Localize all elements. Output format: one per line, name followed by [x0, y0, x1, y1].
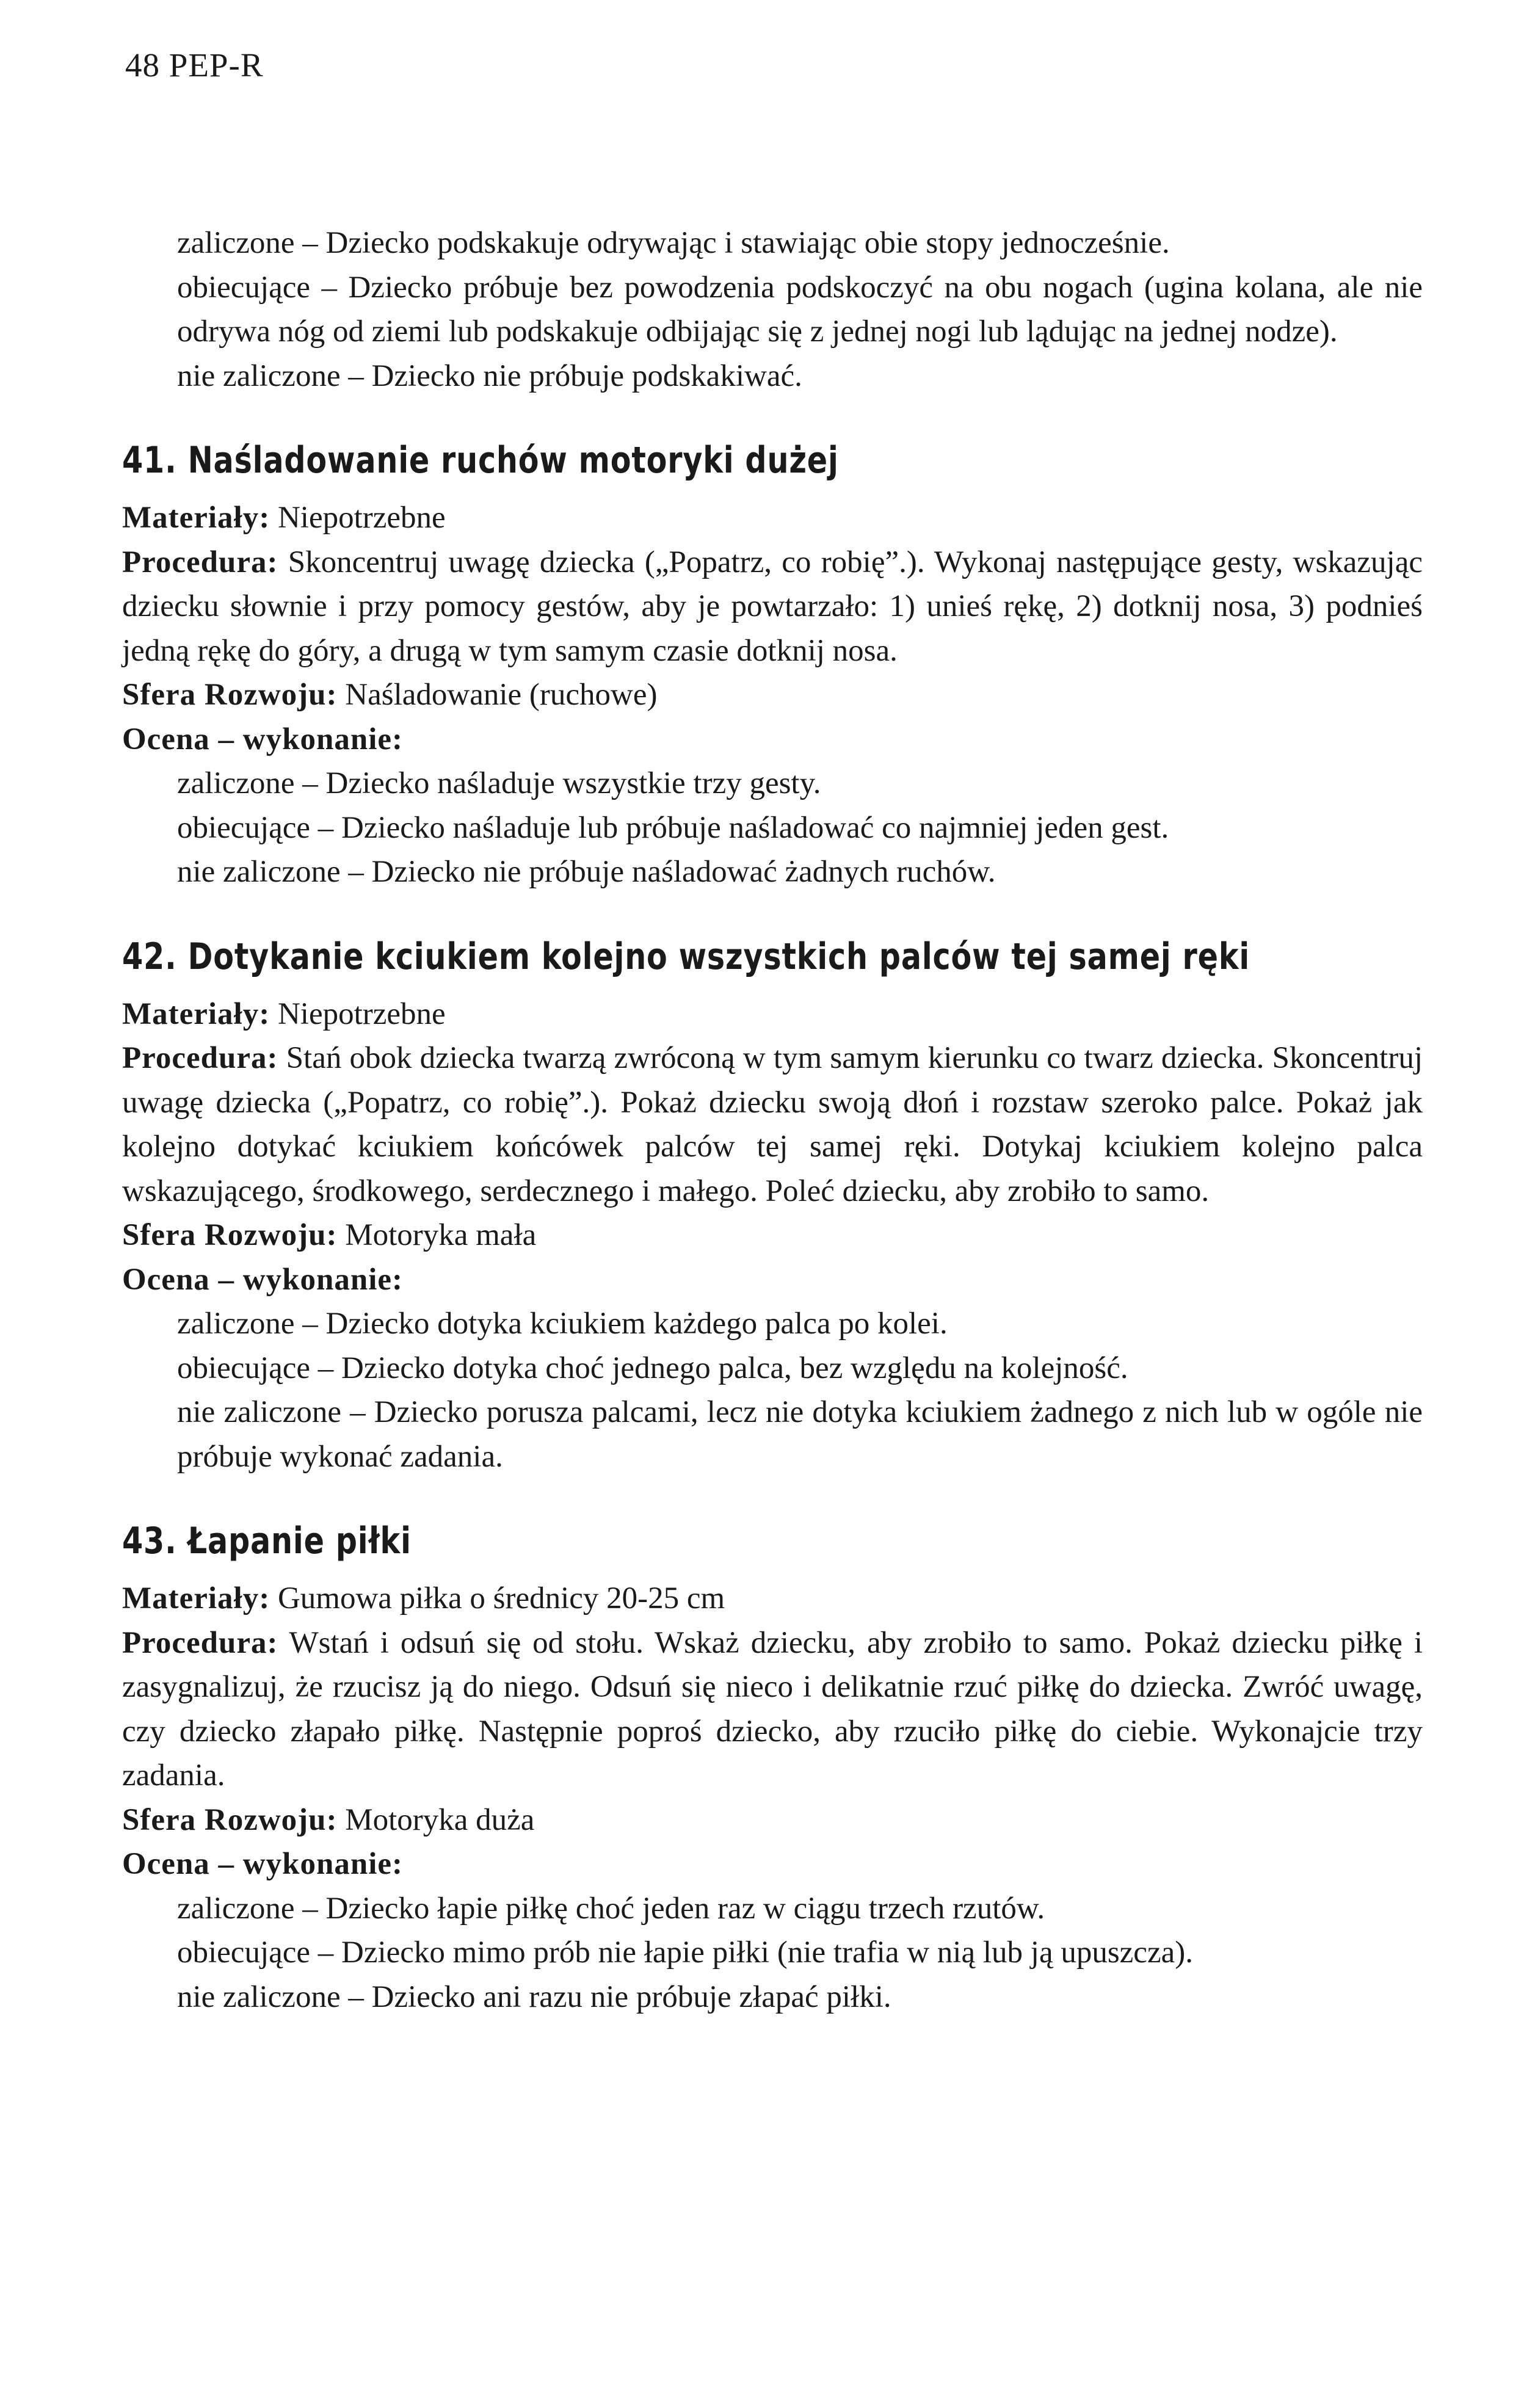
sphere-line [122, 1798, 1423, 1843]
materials-line [122, 496, 1423, 540]
materials-value: Niepotrzebne [277, 501, 446, 535]
section-heading: 42. Dotykanie kciukiem kolejno wszystkich palców tej samej ręki [122, 935, 1250, 978]
score-zaliczone: zaliczone – Dziecko łapie piłkę choć jeden raz w ciągu trzech rzutów. [177, 1891, 1045, 1926]
score-zaliczone: zaliczone – Dziecko dotyka kciukiem każdego palca po kolei. [177, 1307, 948, 1341]
materials-line [122, 1576, 1423, 1621]
procedure-label: Procedura: [122, 1625, 278, 1660]
procedure-text: Wstań i odsuń się od stołu. Wskaż dziecku, aby zrobiło to samo. Pokaż dziecku piłkę i zasygnalizuj, że rzucisz ją do niego. Odsuń się nieco i delikatnie rzuć piłkę do dziecka. Zwróć uwagę, czy dziecko złapało piłkę. Następnie poproś dziecko, aby rzuciło piłkę do ciebie. Wykonajcie trzy zadania. [122, 1625, 1423, 1793]
score-obiecujace: obiecujące – Dziecko mimo prób nie łapie piłki (nie trafia w nią lub ją upuszcza). [177, 1935, 1193, 1970]
score-obiecujace: obiecujące – Dziecko naśladuje lub próbuje naśladować co najmniej jeden gest. [177, 810, 1169, 845]
procedure-line [122, 1621, 1423, 1798]
intro-zaliczone: zaliczone – Dziecko podskakuje odrywając i stawiając obie stopy jednocześnie. [177, 226, 1170, 260]
procedure-line [122, 540, 1423, 673]
materials-label: Materiały: [122, 1581, 270, 1616]
procedure-text: Stań obok dziecka twarzą zwróconą w tym samym kierunku co twarz dziecka. Skoncentruj uwagę dziecka („Popatrz, co robię”.). Pokaż dziecku swoją dłoń i rozstaw szeroko palce. Pokaż jak kolejno dotykać kciukiem końcówek palców tej samej ręki. Dotykaj kciukiem kolejno palca wskazującego, środkowego, serdecznego i małego. Poleć dziecku, aby zrobiło to samo. [122, 1041, 1423, 1208]
section-heading: 43. Łapanie piłki [122, 1520, 412, 1562]
running-head: 48 PEP-R [125, 46, 264, 84]
sphere-label: Sfera Rozwoju: [122, 1802, 338, 1837]
assessment-line [122, 717, 1423, 762]
sphere-value: Motoryka duża [345, 1802, 535, 1837]
section-41 [122, 436, 1423, 894]
materials-label: Materiały: [122, 996, 270, 1031]
assessment-line [122, 1258, 1423, 1302]
score-zaliczone: zaliczone – Dziecko naśladuje wszystkie trzy gesty. [177, 766, 821, 800]
materials-value: Gumowa piłka o średnicy 20-25 cm [277, 1581, 725, 1616]
score-nie-zaliczone: nie zaliczone – Dziecko ani razu nie próbuje złapać piłki. [177, 1979, 891, 2014]
procedure-line [122, 1036, 1423, 1213]
sphere-label: Sfera Rozwoju: [122, 1218, 338, 1252]
sphere-value: Motoryka mała [345, 1218, 537, 1252]
section-42 [122, 932, 1423, 1479]
intro-obiecujace: obiecujące – Dziecko próbuje bez powodzenia podskoczyć na obu nogach (ugina kolana, ale nie odrywa nóg od ziemi lub podskakuje odbijając się z jednej nogi lub lądując na jednej nodze). [177, 270, 1423, 349]
sphere-line [122, 673, 1423, 717]
section-heading: 41. Naśladowanie ruchów motoryki dużej [122, 439, 839, 482]
materials-line [122, 992, 1423, 1037]
procedure-label: Procedura: [122, 545, 278, 579]
page-content [122, 221, 1423, 2019]
assessment-label: Ocena – wykonanie: [122, 1847, 404, 1881]
procedure-label: Procedura: [122, 1041, 278, 1075]
materials-label: Materiały: [122, 501, 270, 535]
score-nie-zaliczone: nie zaliczone – Dziecko nie próbuje naśladować żadnych ruchów. [177, 855, 996, 889]
intro-nie-zaliczone: nie zaliczone – Dziecko nie próbuje podskakiwać. [177, 358, 802, 393]
assessment-line [122, 1842, 1423, 1887]
assessment-label: Ocena – wykonanie: [122, 1262, 404, 1297]
materials-value: Niepotrzebne [277, 996, 446, 1031]
score-nie-zaliczone: nie zaliczone – Dziecko porusza palcami, lecz nie dotyka kciukiem żadnego z nich lub w ogóle nie próbuje wykonać zadania. [177, 1395, 1423, 1474]
assessment-label: Ocena – wykonanie: [122, 722, 404, 756]
sphere-value: Naśladowanie (ruchowe) [345, 678, 658, 712]
sphere-label: Sfera Rozwoju: [122, 678, 338, 712]
procedure-text: Skoncentruj uwagę dziecka („Popatrz, co robię”.). Wykonaj następujące gesty, wskazując dziecku słownie i przy pomocy gestów, aby je powtarzało: 1) unieś rękę, 2) dotknij nosa, 3) podnieś jedną rękę do góry, a drugą w tym samym czasie dotknij nosa. [122, 545, 1423, 668]
sphere-line [122, 1213, 1423, 1258]
section-43 [122, 1517, 1423, 2019]
score-obiecujace: obiecujące – Dziecko dotyka choć jednego palca, bez względu na kolejność. [177, 1351, 1128, 1385]
